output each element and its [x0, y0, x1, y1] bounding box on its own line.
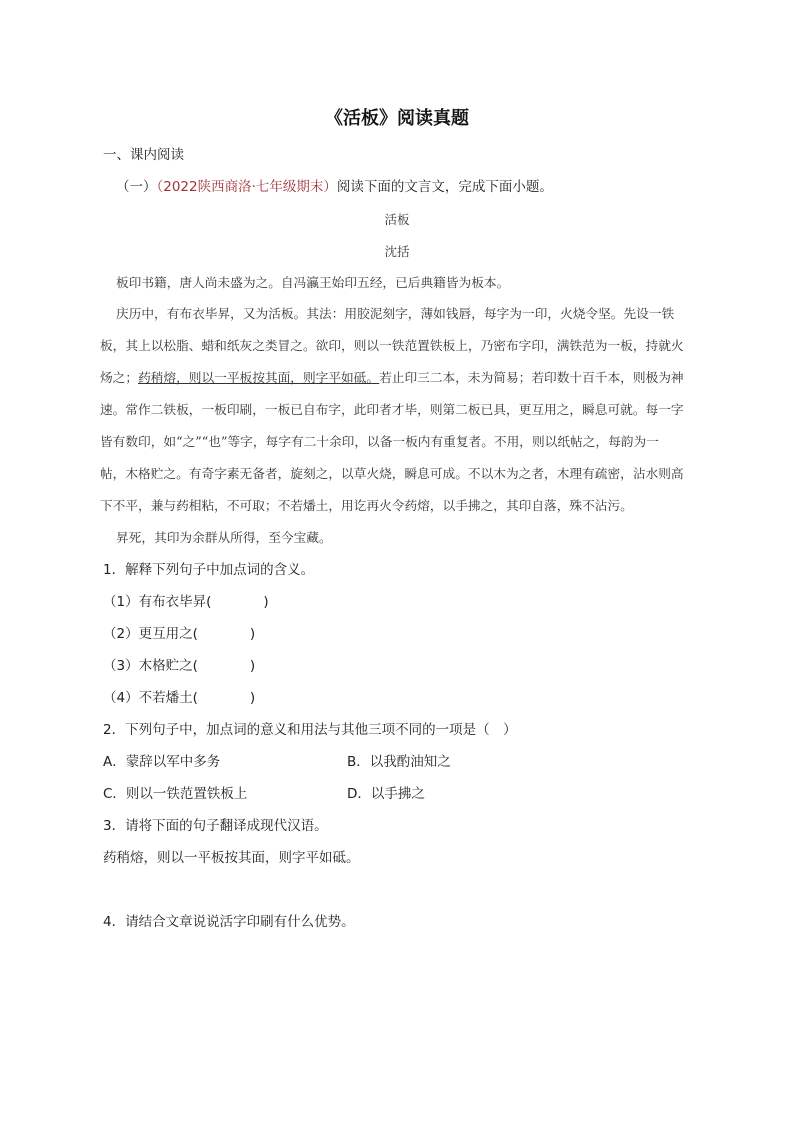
- intro-text: 阅读下面的文言文，完成下面小题。: [336, 179, 553, 195]
- question-1-stem: 1．解释下列句子中加点词的含义。: [103, 562, 315, 578]
- question-2-option-b: B．以我酌油知之: [347, 754, 451, 770]
- page-title: 《活板》阅读真题: [325, 108, 469, 129]
- passage-line: 下不平，兼与药相粘，不可取；不若燔土，用讫再火令药熔，以手拂之，其印自落，殊不沾污。: [100, 498, 633, 513]
- line-rest: 若止印三二本，未为简易；若印数十百千本，则极为神: [379, 370, 684, 385]
- passage-line: 速。常作二铁板，一板印刷，一板已自布字，此印者才毕，则第二板已具，更互用之，瞬息可就。每一字: [100, 402, 684, 417]
- question-1-item: （2）更互用之( ): [103, 626, 256, 642]
- question-2-option-c: C．则以一铁范置铁板上: [103, 786, 248, 802]
- passage-paragraph-3: 昇死，其印为余群从所得，至今宝藏。: [116, 530, 332, 545]
- section-heading: 一、课内阅读: [103, 147, 184, 163]
- question-4-stem: 4．请结合文章说说活字印刷有什么优势。: [103, 914, 355, 930]
- exam-source: （2022陕西商洛·七年级期末）: [156, 179, 337, 195]
- reading-intro: [116, 178, 553, 196]
- question-3-sentence: 药稍熔，则以一平板按其面，则字平如砥。: [103, 850, 360, 866]
- passage-line: 板，其上以松脂、蜡和纸灰之类冒之。欲印，则以一铁范置铁板上，乃密布字印，满铁范为一板，持就火: [100, 338, 684, 353]
- passage-author: 沈括: [384, 244, 410, 259]
- question-3-stem: 3．请将下面的句子翻译成现代汉语。: [103, 818, 328, 834]
- question-2-option-a: A．蒙辞以军中多务: [103, 754, 221, 770]
- question-2-option-d: D．以手拂之: [347, 786, 425, 802]
- question-1-item: （3）木格贮之( ): [103, 658, 256, 674]
- passage-line: 庆历中，有布衣毕昇，又为活板。其法：用胶泥刻字，薄如钱唇，每字为一印，火烧令坚。先设一铁: [116, 306, 675, 321]
- passage-line: 帖，木格贮之。有奇字素无备者，旋刻之，以草火烧，瞬息可成。不以木为之者，木理有疏密，沾水则高: [100, 466, 684, 481]
- question-1-item: （1）有布衣毕昇( ): [103, 594, 269, 610]
- passage-line: 皆有数印，如“之”“也”等字，每字有二十余印，以备一板内有重复者。不用，则以纸帖之，每韵为一: [100, 434, 659, 449]
- line-start: 炀之；: [100, 370, 139, 385]
- underlined-sentence: 药稍熔，则以一平板按其面，则字平如砥。: [138, 370, 380, 385]
- passage-line: [100, 369, 718, 387]
- question-1-item: （4）不若燔土( ): [103, 690, 256, 706]
- passage-title: 活板: [384, 212, 410, 227]
- passage-paragraph-1: 板印书籍，唐人尚未盛为之。自冯瀛王始印五经，已后典籍皆为板本。: [116, 275, 510, 290]
- intro-number: （一）: [116, 179, 157, 195]
- question-2-stem: 2．下列句子中，加点词的意义和用法与其他三项不同的一项是（ ）: [103, 722, 517, 738]
